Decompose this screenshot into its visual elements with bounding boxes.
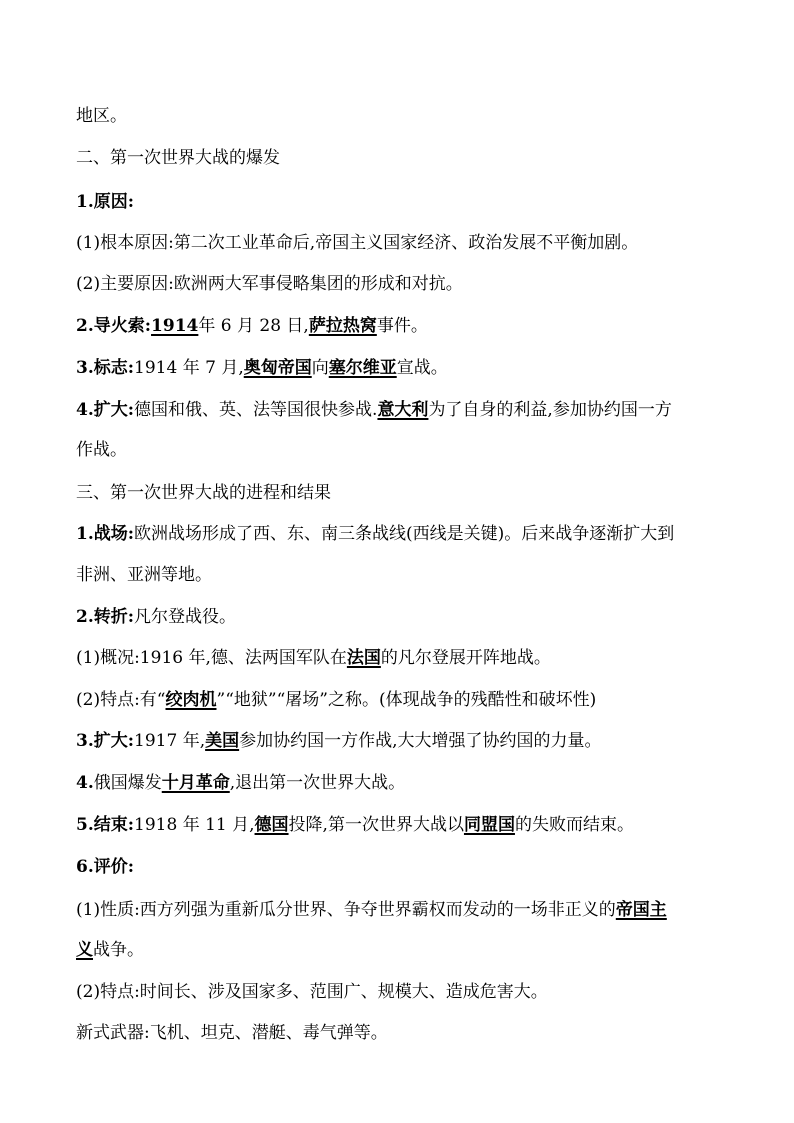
text-line: [76, 980, 548, 1004]
heading-text: 二、第一次世界大战的爆发: [76, 148, 280, 168]
section-heading-2: [76, 146, 280, 170]
text: 1918 年 11 月,: [134, 815, 255, 835]
item-label: 3.标志:: [76, 358, 135, 378]
text: (1)概况:1916 年,德、法两国军队在: [76, 648, 347, 668]
item-label: 4.: [76, 773, 94, 793]
key-term: 德国: [254, 815, 289, 835]
text: 德国和俄、英、法等国很快参战.: [134, 400, 378, 420]
item-heading-evaluation: [76, 855, 134, 879]
text: 投降,第一次世界大战以: [288, 815, 464, 835]
text: 向: [311, 358, 329, 378]
text-line: [76, 438, 127, 462]
key-term: 塞尔维亚: [328, 358, 397, 378]
text: 新式武器:飞机、坦克、潜艇、毒气弹等。: [76, 1023, 388, 1043]
heading-text: 6.评价:: [76, 857, 135, 877]
item-label: 2.导火索:: [76, 316, 152, 336]
text-line: [76, 563, 212, 587]
item-label: 4.扩大:: [76, 400, 135, 420]
text: (1)根本原因:第二次工业革命后,帝国主义国家经济、政治发展不平衡加剧。: [76, 233, 639, 253]
text: 战争。: [93, 940, 144, 960]
item-label: 2.转折:: [76, 607, 135, 627]
text: 地区。: [76, 106, 127, 126]
item-sign: [76, 356, 448, 380]
key-term: 奥匈帝国: [243, 358, 312, 378]
text: 非洲、亚洲等地。: [76, 565, 212, 585]
item-feature: [76, 688, 596, 712]
text: 俄国爆发: [93, 773, 162, 793]
item-expand-us: [76, 729, 602, 753]
item-battlefield: [76, 522, 674, 546]
text: 1914 年 7 月,: [134, 358, 244, 378]
item-nature: [76, 898, 667, 922]
item-end: [76, 813, 634, 837]
item-heading-cause: [76, 190, 134, 214]
text: 的凡尔登展开阵地战。: [380, 648, 551, 668]
text-line: [76, 231, 638, 255]
item-nature-cont: [76, 938, 144, 962]
item-russia: [76, 771, 405, 795]
key-term: 十月革命: [161, 773, 230, 793]
heading-text: 三、第一次世界大战的进程和结果: [76, 483, 331, 503]
item-overview: [76, 646, 551, 670]
text: ”“地狱”“屠场”之称。(体现战争的残酷性和破坏性): [216, 690, 597, 710]
item-label: 1.战场:: [76, 524, 135, 544]
section-heading-3: [76, 481, 331, 505]
text: 欧洲战场形成了西、东、南三条战线(西线是关键)。后来战争逐渐扩大到: [134, 524, 675, 544]
key-term: 意大利: [377, 400, 429, 420]
item-fuse: [76, 314, 428, 338]
text-line: [76, 272, 463, 296]
key-term: 同盟国: [463, 815, 515, 835]
text: 作战。: [76, 440, 127, 460]
key-term: 法国: [346, 648, 381, 668]
text: 为了自身的利益,参加协约国一方: [428, 400, 672, 420]
heading-text: 1.原因:: [76, 192, 135, 212]
text-line: [76, 1021, 388, 1045]
text: (1)性质:西方列强为重新瓜分世界、争夺世界霸权而发动的一场非正义的: [76, 900, 616, 920]
text-line: [76, 104, 127, 128]
text: 凡尔登战役。: [134, 607, 237, 627]
item-label: 5.结束:: [76, 815, 135, 835]
text: 1917 年,: [134, 731, 206, 751]
text: (2)特点:有“: [76, 690, 166, 710]
text: 的失败而结束。: [514, 815, 634, 835]
text: (2)特点:时间长、涉及国家多、范围广、规模大、造成危害大。: [76, 982, 548, 1002]
key-term: 萨拉热窝: [308, 316, 377, 336]
key-term: 美国: [205, 731, 240, 751]
item-label: 3.扩大:: [76, 731, 135, 751]
text: (2)主要原因:欧洲两大军事侵略集团的形成和对抗。: [76, 274, 463, 294]
text: 年 6 月 28 日,: [198, 316, 309, 336]
item-turning-point: [76, 605, 236, 629]
text: 参加协约国一方作战,大大增强了协约国的力量。: [239, 731, 602, 751]
key-term: 帝国主: [615, 900, 667, 920]
key-term: 1914: [151, 316, 199, 336]
item-expand: [76, 398, 672, 422]
text: 事件。: [376, 316, 428, 336]
text: ,退出第一次世界大战。: [229, 773, 406, 793]
text: 宣战。: [396, 358, 448, 378]
key-term: 绞肉机: [165, 690, 217, 710]
key-term: 义: [76, 940, 93, 960]
